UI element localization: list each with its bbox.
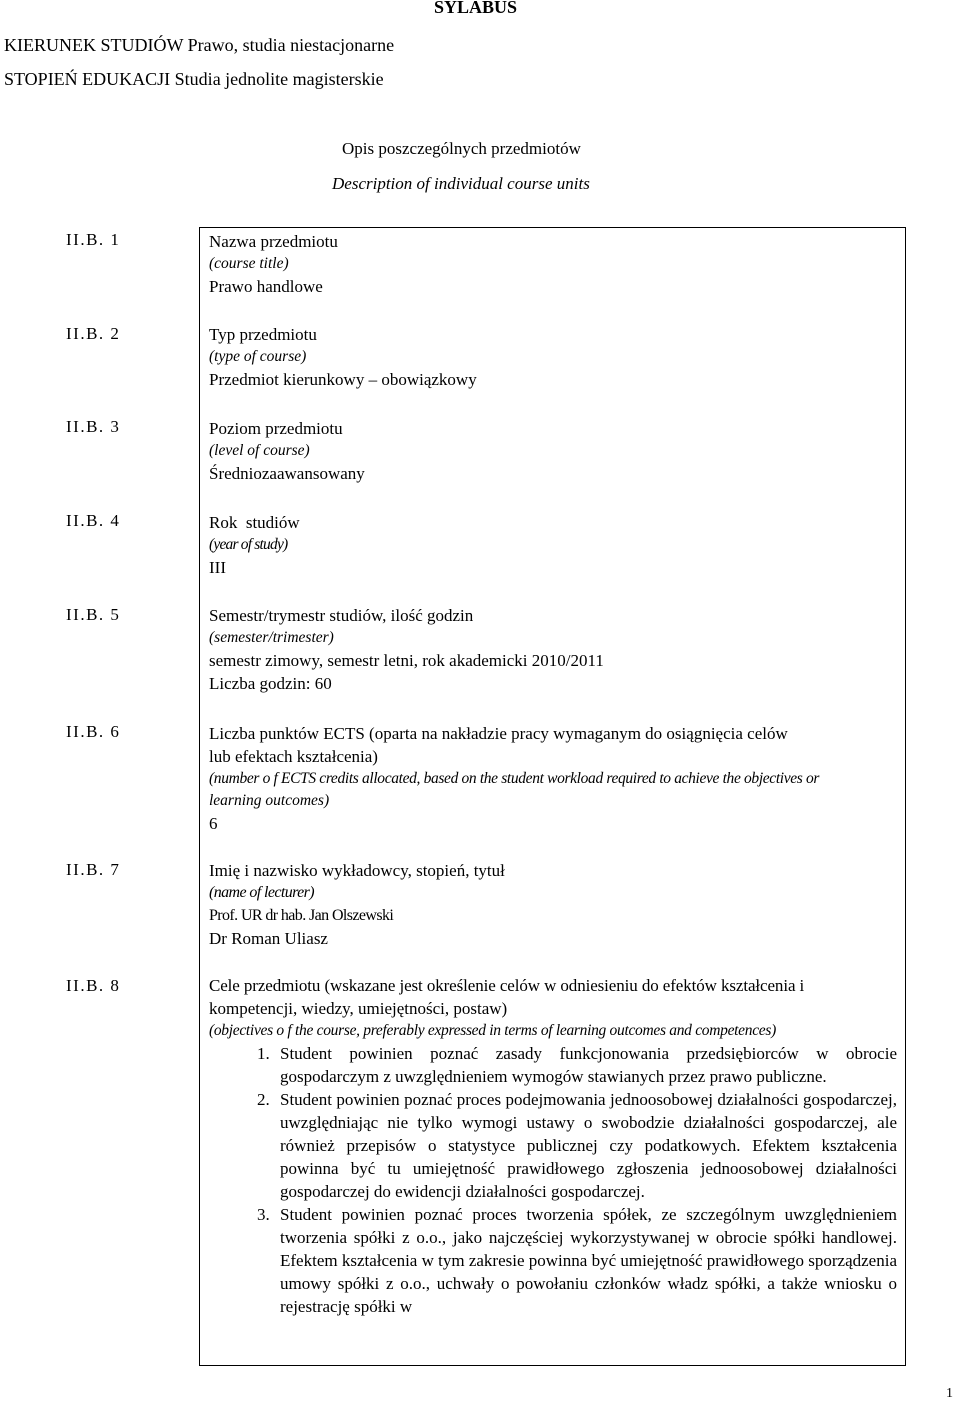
course-type-heading: Typ przedmiotu [209,325,317,344]
objective-item-2: 2. Student powinien poznać proces podejmowania jednoosobowej działalności gospodarczej, uwzględniając nie tylko wymogi ustawy o swobodzie działalności gospodarczej, ale również przepisów o statystyce publicznej czy podatkowych. Efektem kształcenia powinna być tu umiejętność prawidłowego zgłoszenia jednoosobowej działalności gospodarczej do ewidencji działalności gospodarczej. [274,1088,897,1203]
objective-item-3: 3. Student powinien poznać proces tworzenia spółek, ze szczególnym uwzględnieniem tworzenia spółki z o.o., jako najczęściej wykorzystywanej w obrocie spółki handlowej. Efektem kształcenia w tym zakresie powinna być umiejętność prawidłowego sporządzenia umowy spółki z o.o., uchwały o powołaniu członków władz spółki, a także wniosku o rejestrację spółki w [274,1203,897,1318]
section-ects [209,722,897,835]
course-level-value: Średniozaawansowany [209,464,365,483]
ects-heading-2: lub efektach kształcenia) [209,747,378,766]
objective-item-1: 1. Student powinien poznać zasady funkcjonowania przedsiębiorców w obrocie gospodarczym z uwzględnieniem wymogów stawianych przez prawo publiczne. [274,1042,897,1088]
course-level-heading: Poziom przedmiotu [209,419,343,438]
ects-value: 6 [209,814,218,833]
label-6: II.B. 6 [66,722,121,741]
label-5: II.B. 5 [66,605,121,624]
ects-heading-1: Liczba punktów ECTS (oparta na nakładzie pracy wymaganym do osiągnięcia celów [209,724,788,743]
subtitle-pl: Opis poszczególnych przedmiotów [342,139,581,158]
semester-en: (semester/trimester) [209,629,334,646]
section-course-title [209,230,897,298]
lecturer-name-2: Dr Roman Uliasz [209,929,328,948]
education-level: STOPIEŃ EDUKACJI Studia jednolite magisterskie [4,69,384,89]
label-7: II.B. 7 [66,860,121,879]
section-semester [209,604,897,695]
course-type-value: Przedmiot kierunkowy – obowiązkowy [209,370,477,389]
course-title-heading: Nazwa przedmiotu [209,232,338,251]
section-objectives [209,974,897,1318]
ects-en-1: (number o f ECTS credits allocated, based on the student workload required to achieve the objectives or [209,770,820,787]
ects-en-2: learning outcomes) [209,792,330,809]
semester-heading: Semestr/trymestr studiów, ilość godzin [209,606,474,625]
year-heading: Rok studiów [209,513,300,532]
hours-value: Liczba godzin: 60 [209,674,332,693]
course-title-en: (course title) [209,255,289,272]
page-number: 1 [946,1386,953,1401]
label-8: II.B. 8 [66,976,121,995]
objectives-heading-2: kompetencji, wiedzy, umiejętności, postaw) [209,999,508,1018]
field-of-study: KIERUNEK STUDIÓW Prawo, studia niestacjonarne [4,35,395,55]
course-description-box [199,227,906,1366]
lecturer-en: (name of lecturer) [209,884,315,901]
course-title-value: Prawo handlowe [209,277,323,296]
objectives-list [209,1042,897,1318]
lecturer-heading: Imię i nazwisko wykładowcy, stopień, tytuł [209,861,505,880]
objectives-en: (objectives o f the course, preferably expressed in terms of learning outcomes and competences) [209,1022,776,1039]
section-lecturer [209,859,897,950]
label-2: II.B. 2 [66,324,121,343]
section-course-level [209,417,897,485]
year-value: III [209,558,226,577]
lecturer-name-1: Prof. UR dr hab. Jan Olszewski [209,907,394,924]
label-1: II.B. 1 [66,230,121,249]
section-year-of-study [209,511,897,579]
section-course-type [209,323,897,391]
subtitle-en: Description of individual course units [332,174,590,193]
label-3: II.B. 3 [66,417,121,436]
syllabus-title: SYLABUS [434,0,518,17]
course-level-en: (level of course) [209,442,310,459]
objectives-heading-1: Cele przedmiotu (wskazane jest określenie celów w odniesieniu do efektów kształcenia i [209,976,805,995]
semester-value: semestr zimowy, semestr letni, rok akademicki 2010/2011 [209,651,604,670]
year-en: (year of study) [209,536,288,553]
label-4: II.B. 4 [66,511,121,530]
course-type-en: (type of course) [209,348,307,365]
